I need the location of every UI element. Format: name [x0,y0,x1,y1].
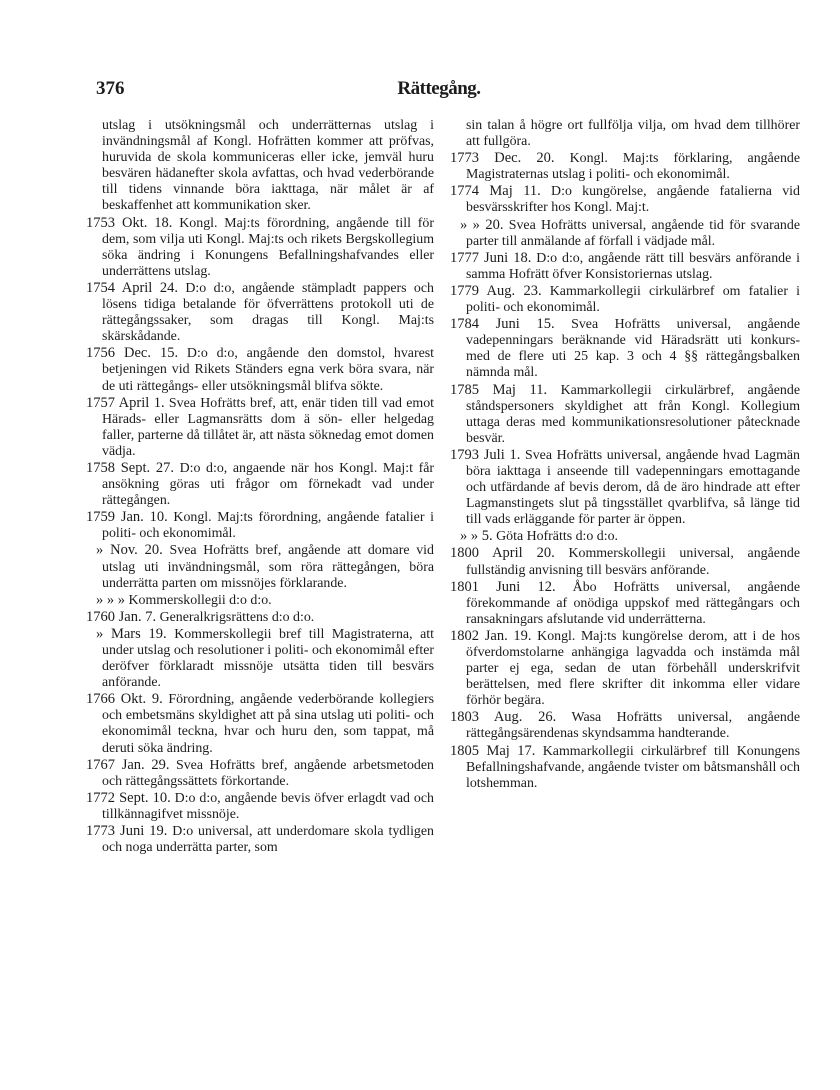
entry-text: Svea Hofrätts universal, angående hvad Lagmän böra iakttaga i anseende till vadepenningars emottagande och utfärdande af bevis derom, då de äro hindrade att efter Lagmanstingets slut på tingsstället qvarblifva, så länge tid till vads erläggande för parter är öppen. [466,447,800,528]
entry-text: Svea Hofrätts bref, att, enär tiden till vad emot Härads- eller Lagmansrätts dom ä sön- eller helgedag faller, parterne då tillåtet är, att nästa söknedag emot domen vädja. [102,395,435,459]
law-entry [86,542,434,591]
entry-text: Svea Hofrätts bref, angående att domare vid utslag uti invändningsmål, som röra rättegången, böra underrätta parten om missnöjes förklarande. [102,543,434,591]
law-entry [450,545,800,578]
page-header [90,78,788,102]
entry-text: D:o d:o, angaende när hos Kongl. Maj:t får ansökning göras uti frågor om förnekadt vad under rättegången. [102,460,434,509]
entry-text: Göta Hofrätts d:o d:o. [496,529,619,545]
entry-date: 1774 Maj 11. [450,183,541,200]
law-entry [86,395,434,460]
entry-date: 1756 Dec. 15. [86,345,179,362]
law-entry [86,592,434,609]
law-entry [450,118,800,150]
right-column [450,118,800,792]
law-entry [86,280,434,345]
law-entry [450,217,800,250]
law-entry [450,316,800,381]
entry-text: Svea Hofrätts universal, angående vadepenningars beräknande vid Häradsrätt uti konkurs- med de flere uti 25 kap. 3 och 4 §§ rättegångsbalken nämnda mål. [466,317,800,381]
entry-text: D:o universal, att underdomare skola tydligen och noga underrätta parter, som [102,824,434,856]
law-entry [450,447,800,528]
law-entry [450,709,800,742]
law-entry [450,628,800,709]
law-entry [86,757,434,790]
entry-text: Wasa Hofrätts universal, angående rättegångsärendenas skyndsamma handterande. [466,710,800,742]
entry-text: sin talan å högre ort fullfölja vilja, om hvad dem tillhörer att fullgöra. [466,118,800,150]
entry-date: 1759 Jan. 10. [86,509,168,526]
law-entry [86,460,434,509]
entry-date: » Nov. 20. [96,542,163,559]
entry-date: 1754 April 24. [86,279,178,296]
entry-date: 1757 April 1. [86,394,165,411]
entry-text: Förordning, angående vederbörande kollegiers och embetsmäns skyldighet att på sina utslag uti politi- och ekonomimål teckna, hvar och huru den, som tappat, må deruti söka ändring. [102,692,434,756]
entry-date: 1800 April 20. [450,545,555,562]
law-entry [450,150,800,183]
entry-text: D:o d:o, angående stämpladt pappers och lösens tidiga betalande för öfverrättens protokoll uti de rättegångssaker, som dragas till Kongl. Maj:ts skärskådande. [102,280,434,345]
entry-date: 1779 Aug. 23. [450,282,542,299]
law-entry [86,823,434,856]
law-entry [450,283,800,316]
entry-date: » » 5. [460,528,493,545]
law-entry [450,528,800,545]
law-entry [86,215,434,280]
law-entry [450,382,800,447]
entry-text: Generalkrigsrättens d:o d:o. [159,609,315,625]
entry-date: 1801 Juni 12. [450,578,556,595]
entry-date: 1773 Juni 19. [86,823,168,840]
law-entry [86,118,434,215]
entry-date: 1772 Sept. 10. [86,789,171,806]
entry-date: 1760 Jan. 7. [86,608,157,625]
entry-date: 1777 Juni 18. [450,249,532,266]
entry-text: Kammarkollegii cirkulärbref, angående ståndspersoners skyldighet att från Kongl. Kollegium uttaga deras med kommunikationsresolutioner påtecknade besvär. [466,382,800,446]
entry-text: Kommerskollegii universal, angående fullständig anvisning till besvärs anförande. [466,546,800,578]
entry-text: Kammarkollegii cirkulärbref till Konungens Befallningshafvande, angående tvister om båtsmanshåll och lotshemman. [466,743,800,791]
law-entry [86,691,434,756]
entry-date: 1766 Okt. 9. [86,691,163,708]
entry-date: 1773 Dec. 20. [450,150,555,167]
page-number: 376 [96,78,125,99]
entry-text: D:o d:o, angående den domstol, hvarest betjeningen vid Rikets Ständers egna verk böra svara, när de uti rättegångs- eller utsökningsmål blifva sökte. [102,346,434,394]
entry-date: » » 20. [460,216,504,233]
entry-text: D:o kungörelse, angående fatalierna vid besvärsskrifter hos Kongl. Maj:t. [466,184,800,216]
left-column [86,118,434,856]
entry-text: Kommerskollegii d:o d:o. [128,592,272,608]
entry-text: Kongl. Maj:ts kungörelse derom, att i de hos öfverdomstolarne anhängiga lagvadda och instämda mål parter ej ega, sedan de utan förbehåll underskrifvit berättelsen, med flere skrifter dit inkomma eller vidare förhör begära. [466,628,800,709]
entry-date: 1767 Jan. 29. [86,756,170,773]
entry-date: 1803 Aug. 26. [450,709,557,726]
entry-date: » » » [96,591,125,608]
entry-date: 1802 Jan. 19. [450,627,532,644]
entry-date: 1784 Juni 15. [450,316,555,333]
entry-date: 1793 Juli 1. [450,446,521,463]
running-title: Rättegång. [397,78,481,99]
entry-date: 1785 Maj 11. [450,381,548,398]
entry-text: utslag i utsökningsmål och underrätternas utslag i invändningsmål af Kongl. Hofrätten kommer att pröfvas, huruvida de skola kommuniceras eller icke, jemväl huru besvären hädanefter skola avfattas, och hvad vederbörande till tidens vinnande böra iakttaga, när målet är af beskaffenhet att kommunikation sker. [102,118,434,214]
entry-text: Kongl. Maj:ts förklaring, angående Magistraternas utslag i politi- och ekonomimål. [466,151,800,183]
entry-text: D:o d:o, angående rätt till besvärs anförande i samma Hofrätt öfver Konsistoriernas utslag. [466,250,800,282]
law-entry [450,579,800,628]
entry-text: Kongl. Maj:ts förordning, angående fatalier i politi- och ekonomimål. [102,510,434,542]
law-entry [86,609,434,626]
entry-text: Åbo Hofrätts universal, angående förekommande af onödiga uppskof med rättegångars och ransakningars afslutande vid underrätterna. [466,579,800,627]
entry-text: Kommerskollegii bref till Magistraterna, att under utslag och resolutioner i politi- och ekonomimål efter deröfver förklaradt missnöje utsätta tiden till besvärs anförande. [102,626,434,691]
entry-text: Svea Hofrätts universal, angående tid för svarande parter till anmälande af förfall i vädjade mål. [466,217,800,249]
law-entry [86,345,434,394]
entry-text: Kammarkollegii cirkulärbref om fatalier i politi- och ekonomimål. [466,283,800,316]
entry-date: 1758 Sept. 27. [86,459,175,476]
law-entry [450,250,800,283]
law-entry [450,183,800,216]
entry-date: 1753 Okt. 18. [86,214,173,231]
entry-date: 1805 Maj 17. [450,742,536,759]
law-entry [86,509,434,542]
law-entry [450,743,800,792]
entry-text: Svea Hofrätts bref, angående arbetsmetoden och rättegångssättets förkortande. [102,757,434,789]
entry-text: Kongl. Maj:ts förordning, angående till för dem, som vilja uti Kongl. Maj:ts och rikets Bergskollegium söka ändring i Konungens Befallningshafvandes eller underrättens utslag. [102,215,434,279]
law-entry [86,790,434,823]
law-entry [86,626,434,691]
entry-text: D:o d:o, angående bevis öfver erlagdt vad och tillkännagifvet missnöje. [102,790,434,822]
entry-date: » Mars 19. [96,625,167,642]
